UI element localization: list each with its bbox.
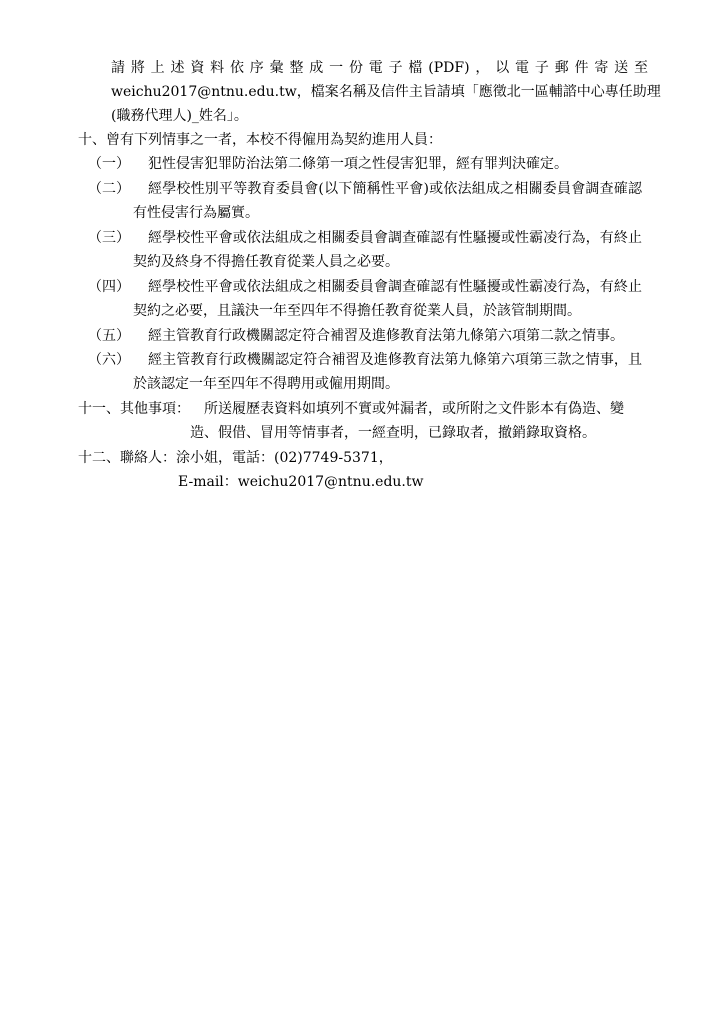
item-2-text-line-1: 經學校性別平等教育委員會(以下簡稱性平會)或依法組成之相關委員會調查確認 xyxy=(148,181,642,197)
section-11-text-line-2: 造、假借、冒用等情事者，一經查明，已錄取者，撤銷錄取資格。 xyxy=(190,425,596,441)
item-4-number: （四） xyxy=(88,279,130,295)
section-10-heading: 十、曾有下列情事之一者，本校不得僱用為契約進用人員： xyxy=(78,132,442,148)
item-1-text: 犯性侵害犯罪防治法第二條第一項之性侵害犯罪，經有罪判決確定。 xyxy=(148,156,568,172)
item-2-text-line-2: 有性侵害行為屬實。 xyxy=(133,205,259,221)
intro-line-1: 請將上述資料依序彙整成一份電子檔(PDF)，以電子郵件寄送至 xyxy=(111,60,648,76)
item-3-text-line-2: 契約及終身不得擔任教育從業人員之必要。 xyxy=(133,254,399,270)
item-6-text-line-2: 於該認定一年至四年不得聘用或僱用期間。 xyxy=(133,376,399,392)
item-5-number: （五） xyxy=(88,328,130,344)
intro-line-3: (職務代理人)_姓名」。 xyxy=(111,108,248,124)
item-5-text: 經主管教育行政機關認定符合補習及進修教育法第九條第六項第二款之情事。 xyxy=(148,328,624,344)
item-3-number: （三） xyxy=(88,230,130,246)
item-6-text-line-1: 經主管教育行政機關認定符合補習及進修教育法第九條第六項第三款之情事，且 xyxy=(148,352,642,368)
section-12-heading: 十二、聯絡人： xyxy=(78,450,176,466)
item-6-number: （六） xyxy=(88,352,130,368)
contact-email: E-mail：weichu2017@ntnu.edu.tw xyxy=(178,474,424,490)
section-11-text-line-1: 所送履歷表資料如填列不實或舛漏者，或所附之文件影本有偽造、變 xyxy=(204,401,624,417)
section-11-heading: 十一、其他事項： xyxy=(78,401,190,417)
contact-person: 涂小姐，電話：(02)7749-5371， xyxy=(176,450,393,466)
item-4-text-line-2: 契約之必要，且議決一年至四年不得擔任教育從業人員，於該管制期間。 xyxy=(133,303,581,319)
item-2-number: （二） xyxy=(88,181,130,197)
item-4-text-line-1: 經學校性平會或依法組成之相關委員會調查確認有性騷擾或性霸凌行為，有終止 xyxy=(148,279,642,295)
intro-line-2: weichu2017@ntnu.edu.tw，檔案名稱及信件主旨請填「應徵北一區輔諮中心專任助理 xyxy=(111,84,661,100)
item-3-text-line-1: 經學校性平會或依法組成之相關委員會調查確認有性騷擾或性霸凌行為，有終止 xyxy=(148,230,642,246)
item-1-number: （一） xyxy=(88,156,130,172)
